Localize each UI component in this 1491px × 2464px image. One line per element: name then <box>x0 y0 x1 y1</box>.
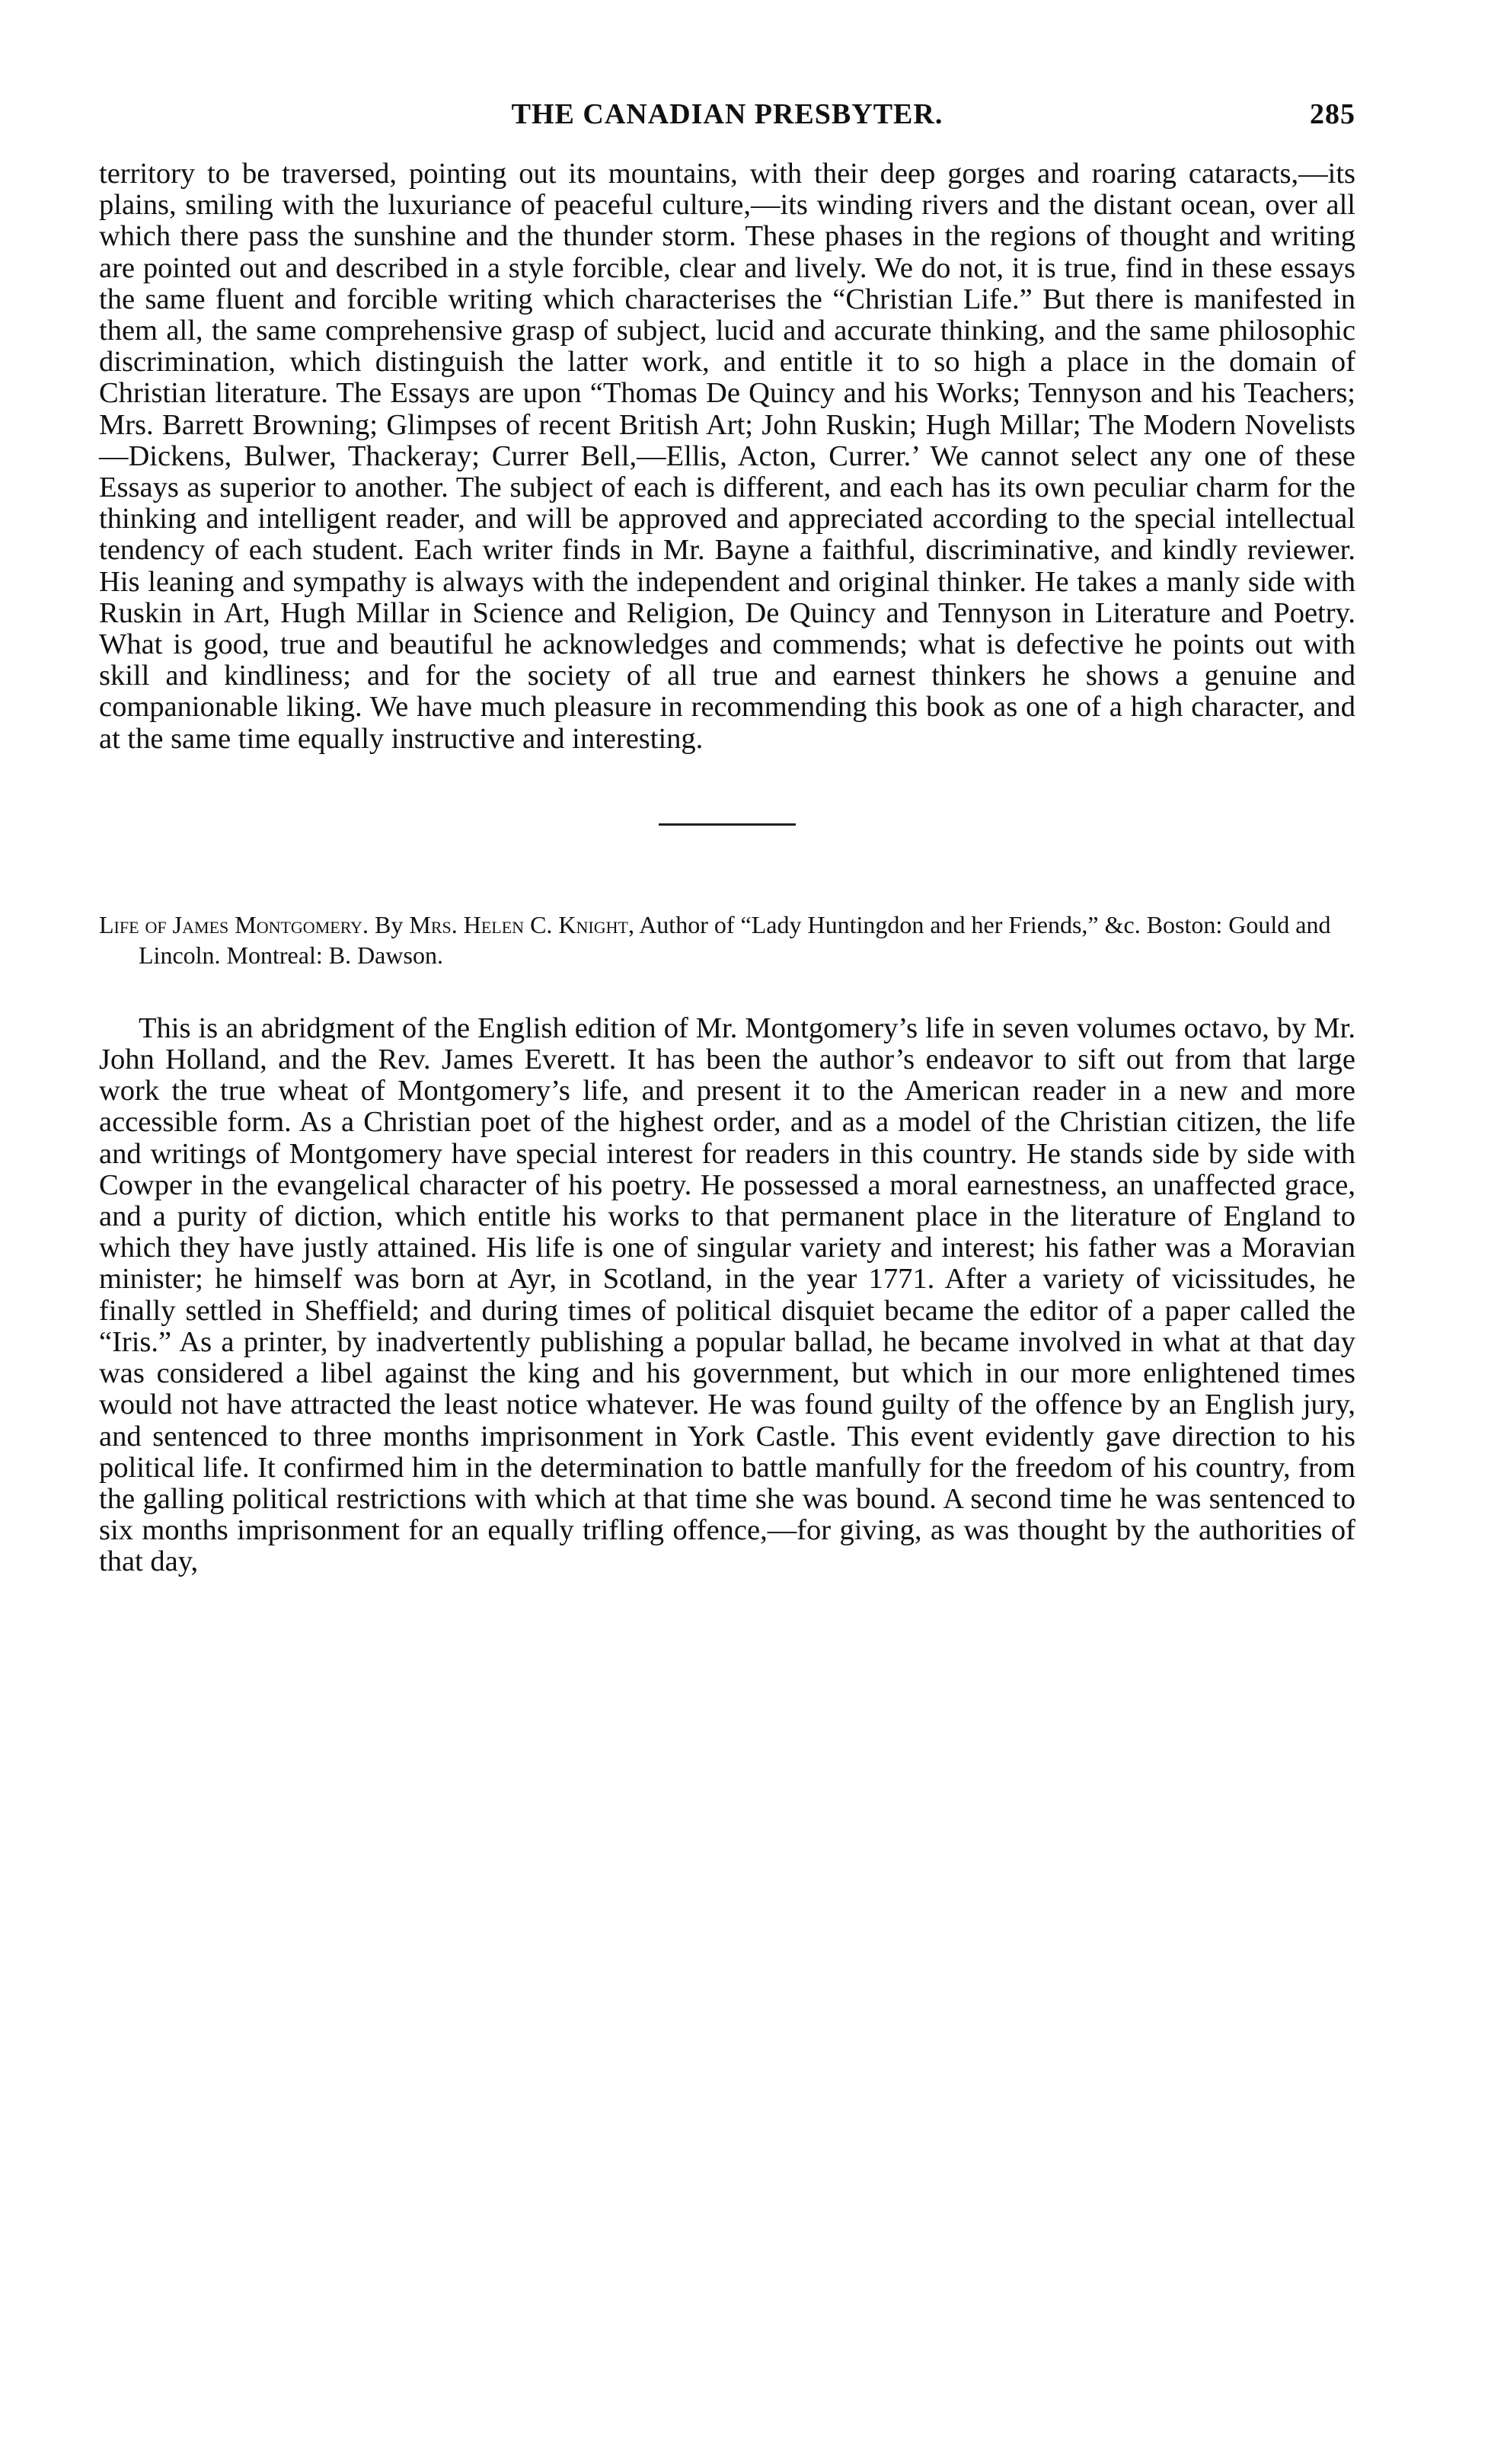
running-title: THE CANADIAN PRESBYTER. <box>511 98 943 130</box>
review-paragraph: This is an abridgment of the English edition of Mr. Montgomery’s life in seven volumes octavo, by Mr. John Holland, and the Rev. James Everett. It has been the author’s endeavor to sift out from that large work the true wheat of Montgomery’s life, and present it to the American reader in a new and more accessible form. As a Christian poet of the highest order, and as a model of the Christian citizen, the life and writings of Montgomery have special interest for readers in this country. He stands side by side with Cowper in the evangelical character of his poetry. He possessed a moral earnestness, an unaffected grace, and a purity of diction, which entitle his works to that permanent place in the literature of England to which they have justly attained. His life is one of singular variety and interest; his father was a Moravian minister; he himself was born at Ayr, in Scotland, in the year 1771. After a variety of vicissitudes, he finally settled in Sheffield; and during times of political disquiet became the editor of a paper called the “Iris.” As a printer, by inadvertently publishing a popular ballad, he became involved in what at that day was considered a libel against the king and his government, but which in our more enlightened times would not have attracted the least notice whatever. He was found guilty of the offence by an English jury, and sentenced to three months imprisonment in York Castle. This event evidently gave direction to his political life. It confirmed him in the determination to battle manfully for the freedom of his country, from the galling political restrictions with which at that time she was bound. A second time he was sentenced to six months imprisonment for an equally trifling offence,—for giving, as was thought by the authorities of that day, <box>99 1011 1355 1578</box>
review-continued-paragraph: territory to be traversed, pointing out its mountains, with their deep gorges and roaring cataracts,—its plains, smiling with the luxuriance of peaceful culture,—its winding rivers and the distant ocean, over all which there pass the sunshine and the thunder storm. These phases in the regions of thought and writing are pointed out and described in a style forcible, clear and lively. We do not, it is true, find in these essays the same fluent and forcible writing which characterises the “Christian Life.” But there is manifested in them all, the same comprehensive grasp of subject, lucid and accurate thinking, and the same philosophic discrimination, which distinguish the latter work, and entitle it to so high a place in the domain of Christian literature. The Essays are upon “Thomas De Quincy and his Works; Tennyson and his Teachers; Mrs. Barrett Browning; Glimpses of recent British Art; John Ruskin; Hugh Millar; The Modern Novelists—Dickens, Bulwer, Thackeray; Currer Bell,—Ellis, Acton, Currer.’ We cannot select any one of these Essays as superior to another. The subject of each is different, and each has its own peculiar charm for the thinking and intelligent reader, and will be approved and appreciated according to the special intellectual tendency of each student. Each writer finds in Mr. Bayne a faithful, discriminative, and kindly reviewer. His leaning and sympathy is always with the independent and original thinker. He takes a manly side with Ruskin in Art, Hugh Millar in Science and Religion, De Quincy and Tennyson in Literature and Poetry. What is good, true and beautiful he acknowledges and commends; what is defective he points out with skill and kindliness; and for the society of all true and earnest thinkers he shows a genuine and companionable liking. We have much pleasure in recommending this book as one of a high character, and at the same time equally instructive and interesting. <box>99 158 1355 755</box>
section-divider <box>659 823 796 826</box>
citation-by: By <box>375 910 404 938</box>
citation-publication: Author of “Lady Huntingdon and her Friends,” &c. Boston: Gould and Lincoln. Montreal: B. Dawson. <box>139 910 1331 969</box>
page-number: 285 <box>1310 98 1355 130</box>
book-title: Life of James Montgomery. <box>99 910 369 938</box>
book-citation <box>99 909 1355 970</box>
book-author: Mrs. Helen C. Knight, <box>409 910 634 938</box>
journal-page <box>99 97 1355 1578</box>
running-head <box>99 97 1355 158</box>
